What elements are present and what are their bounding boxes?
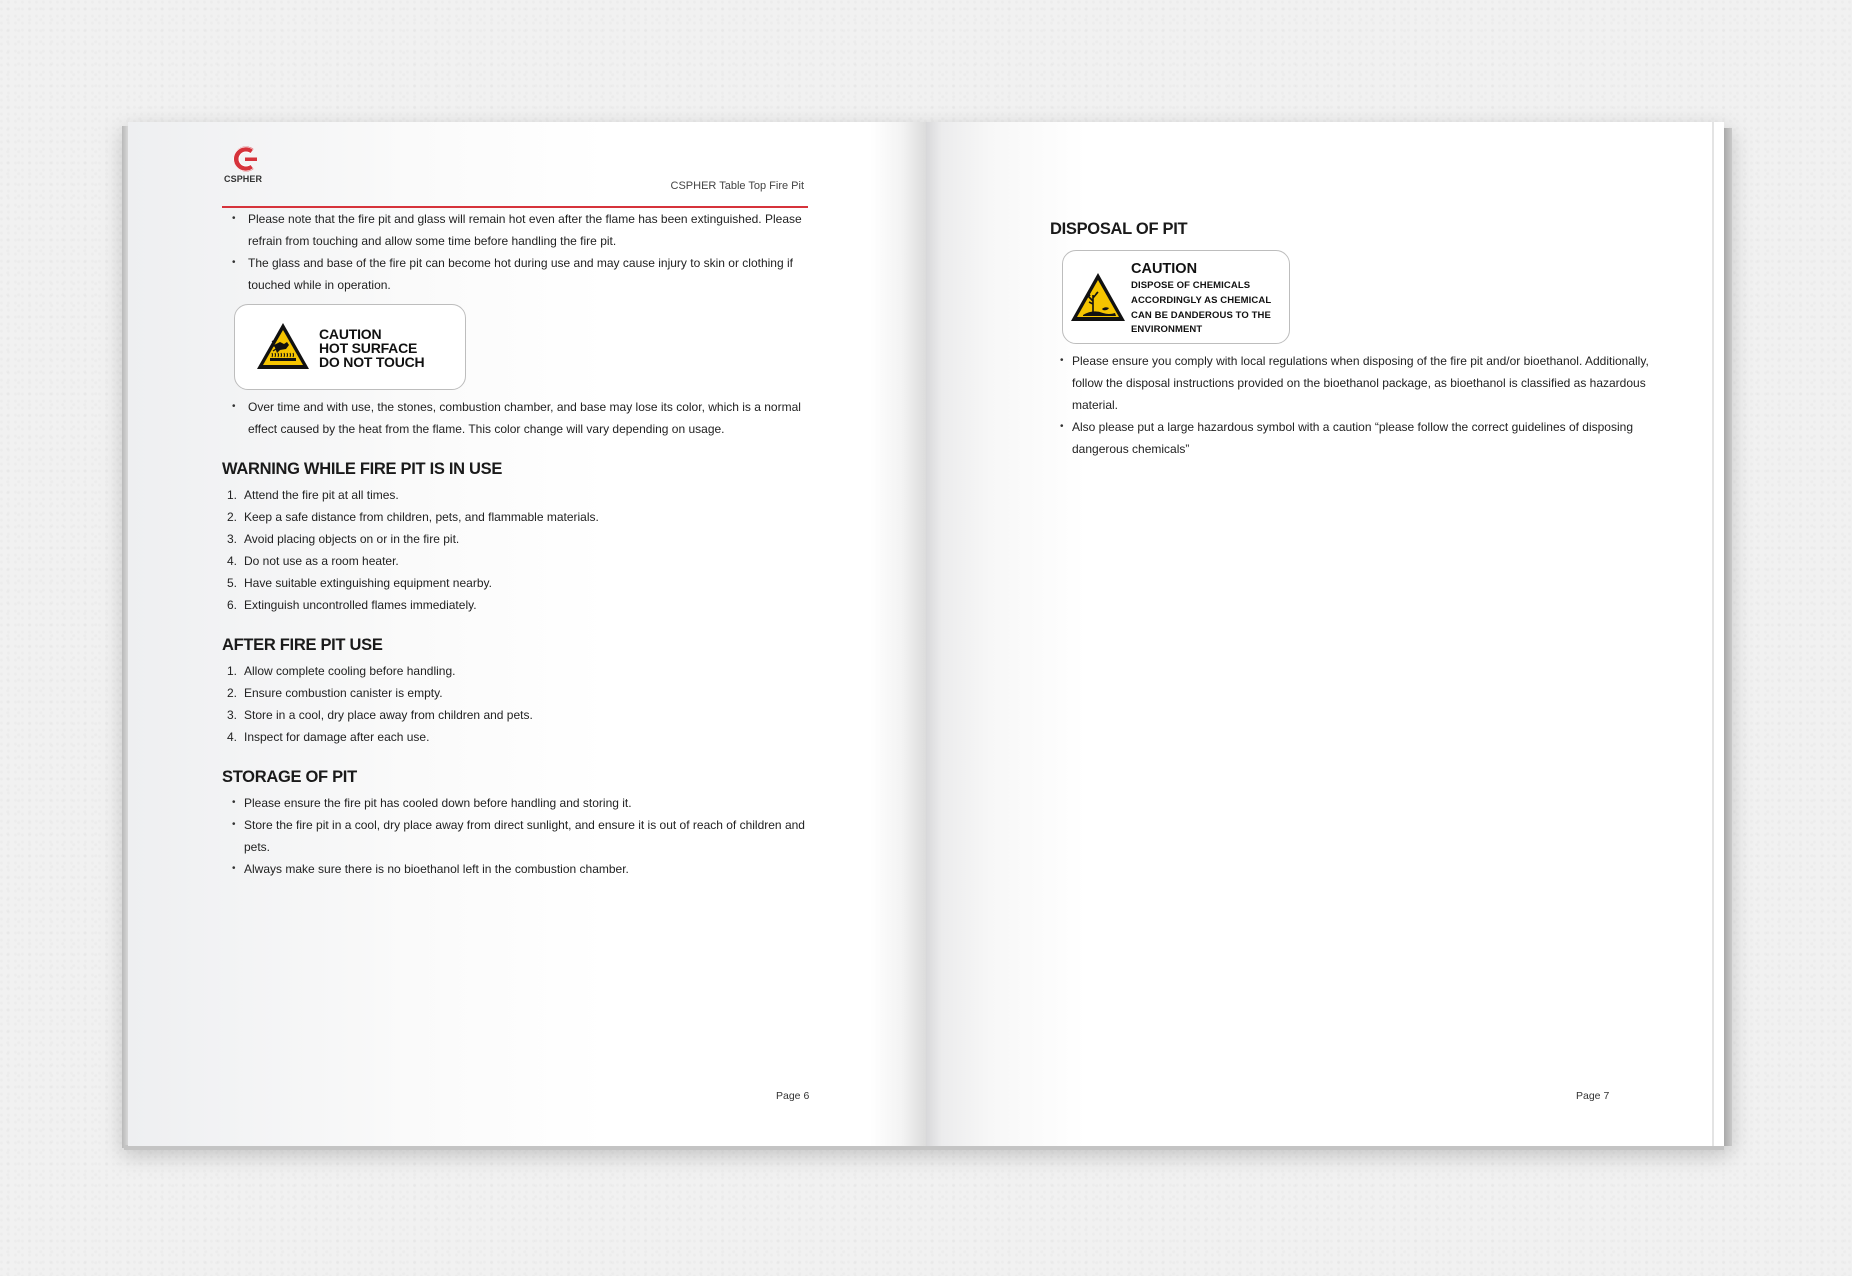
caution-line: CAUTION	[319, 326, 382, 342]
caution-line: ENVIRONMENT	[1131, 324, 1203, 336]
page-6-content	[222, 208, 822, 880]
caution-line: CAN BE DANDEROUS TO THE	[1131, 309, 1271, 321]
disposal-list	[1050, 350, 1650, 460]
page-7-content	[1050, 208, 1650, 460]
open-booklet	[128, 122, 1724, 1146]
document-title: CSPHER Table Top Fire Pit	[670, 180, 804, 192]
caution-line: HOT SURFACE	[319, 340, 418, 356]
caution-text	[319, 327, 424, 369]
list-item: • The glass and base of the fire pit can become hot during use and may cause injury to skin or clothing if touched while in operation.	[222, 252, 822, 296]
environmental-hazard-icon	[1069, 271, 1127, 323]
hot-surface-warning-icon	[255, 321, 311, 371]
page-number: Page 7	[1576, 1090, 1610, 1102]
caution-line: ACCORDINGLY AS CHEMICAL	[1131, 294, 1272, 306]
list-item: • Over time and with use, the stones, combustion chamber, and base may lose its color, which is a normal effect caused by the heat from the flame. This color change will vary depending on usage.	[222, 396, 822, 440]
list-item: 5. Have suitable extinguishing equipment nearby.	[227, 576, 492, 590]
caution-text	[1131, 279, 1271, 338]
page-7	[926, 122, 1724, 1146]
list-item: 3. Avoid placing objects on or in the fire pit.	[227, 532, 460, 546]
list-item: 4. Inspect for damage after each use.	[227, 730, 430, 744]
list-item: 6. Extinguish uncontrolled flames immediately.	[227, 598, 477, 612]
caution-line: DISPOSE OF CHEMICALS	[1131, 280, 1251, 291]
storage-list	[222, 792, 822, 880]
intro-bullets	[222, 208, 822, 296]
list-item: 2. Keep a safe distance from children, pets, and flammable materials.	[227, 510, 599, 524]
page-number: Page 6	[776, 1090, 810, 1102]
list-item: 2. Ensure combustion canister is empty.	[227, 686, 443, 700]
caution-title: CAUTION	[1131, 261, 1198, 277]
warning-list	[222, 484, 822, 616]
page-6	[128, 122, 926, 1146]
section-title-warning: WARNING WHILE FIRE PIT IS IN USE	[222, 460, 503, 478]
brand-logo	[224, 144, 264, 204]
list-item: • Store the fire pit in a cool, dry place away from direct sunlight, and ensure it is out of reach of children and pets.	[222, 814, 822, 858]
chemical-disposal-caution-sign	[1062, 250, 1290, 344]
section-title-after-use: AFTER FIRE PIT USE	[222, 636, 383, 654]
book-edge-right	[1724, 128, 1732, 1146]
brand-name: CSPHER	[224, 174, 263, 184]
section-title-storage: STORAGE OF PIT	[222, 768, 357, 786]
page-header	[222, 144, 808, 208]
list-item: • Please ensure the fire pit has cooled down before handling and storing it.	[222, 792, 822, 814]
hot-surface-caution-sign	[234, 304, 466, 390]
color-change-bullets	[222, 396, 822, 440]
caution-line: DO NOT TOUCH	[319, 354, 425, 370]
list-item: • Also please put a large hazardous symbol with a caution “please follow the correct guidelines of disposing dangerous chemicals”	[1050, 416, 1650, 460]
list-item: • Always make sure there is no bioethanol left in the combustion chamber.	[222, 858, 822, 880]
list-item: 1. Allow complete cooling before handling.	[227, 664, 456, 678]
cspher-logo-icon	[232, 146, 258, 172]
list-item: • Please ensure you comply with local regulations when disposing of the fire pit and/or bioethanol. Additionally, follow the disposal instructions provided on the bioethanol package, as bioethanol is classified as hazardous material.	[1050, 350, 1650, 416]
list-item: • Please note that the fire pit and glass will remain hot even after the flame has been extinguished. Please refrain from touching and allow some time before handling the fire pit.	[222, 208, 822, 252]
list-item: 4. Do not use as a room heater.	[227, 554, 399, 568]
section-title-disposal: DISPOSAL OF PIT	[1050, 220, 1188, 238]
list-item: 1. Attend the fire pit at all times.	[227, 488, 399, 502]
list-item: 3. Store in a cool, dry place away from children and pets.	[227, 708, 533, 722]
after-use-list	[222, 660, 822, 748]
